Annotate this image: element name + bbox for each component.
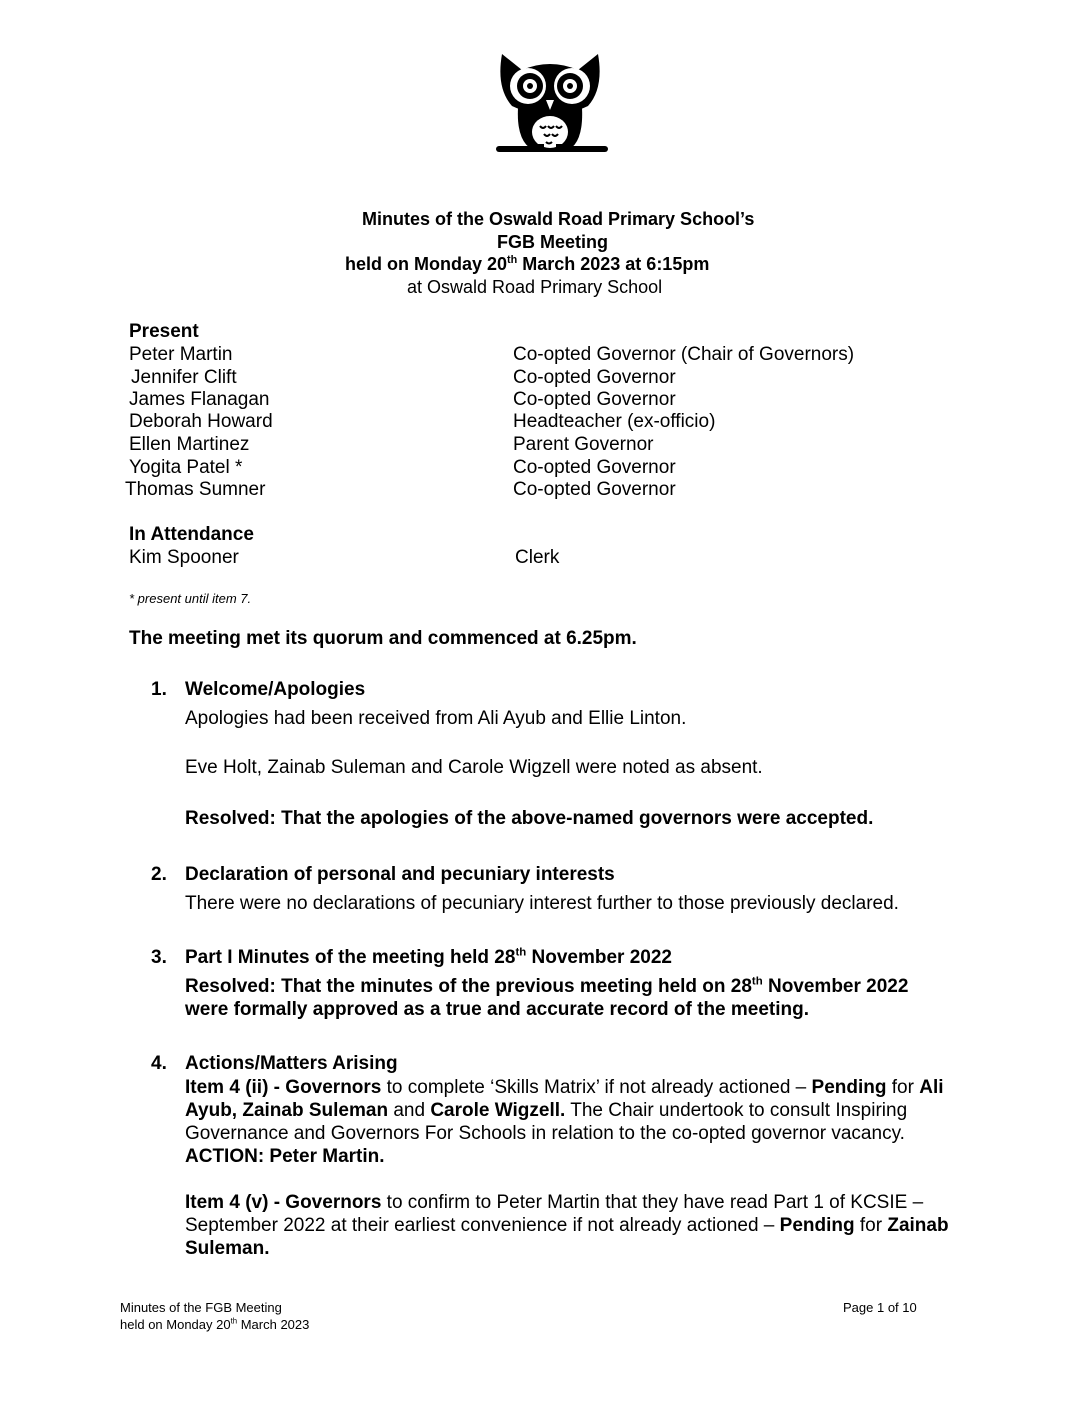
item-4-a-name-2: Carole Wigzell. (430, 1100, 566, 1121)
item-3-number: 3. (151, 947, 167, 968)
item-3-resolved-pre: Resolved: That the minutes of the previous meeting held on 28 (185, 976, 752, 997)
item-4-action-b (185, 1191, 985, 1260)
item-1-absent: Eve Holt, Zainab Suleman and Carole Wigzell were noted as absent. (185, 757, 763, 778)
item-3-resolved-line-2: were formally approved as a true and accurate record of the meeting. (185, 999, 810, 1020)
item-1-number: 1. (151, 679, 167, 700)
item-1-title: Welcome/Apologies (185, 679, 366, 700)
item-4-a-chair-text: The Chair undertook to consult Inspiring Governance and Governors For Schools in relation to the co-opted governor vacancy. (185, 1100, 908, 1144)
item-4-a-action: ACTION: Peter Martin. (185, 1146, 385, 1167)
footer-left-pre: held on Monday 20 (120, 1317, 231, 1332)
item-4-a-pending: Pending (811, 1077, 887, 1098)
item-3-title-post: November 2022 (526, 947, 672, 968)
attendance-role: Clerk (515, 547, 560, 568)
item-4-a-and: and (388, 1100, 431, 1121)
present-heading: Present (129, 321, 199, 342)
item-4-a-label: Item 4 (ii) - Governors (185, 1077, 382, 1098)
item-4-a-text: to complete ‘Skills Matrix’ if not already actioned – (381, 1077, 812, 1098)
item-2-number: 2. (151, 864, 167, 885)
footer-page-number: Page 1 of 10 (843, 1300, 917, 1315)
quorum-statement: The meeting met its quorum and commenced at 6.25pm. (129, 628, 637, 649)
item-4-action-a (185, 1076, 985, 1168)
item-3-resolved-line-1 (185, 976, 908, 998)
member-role: Headteacher (ex-officio) (513, 411, 716, 432)
item-2-text: There were no declarations of pecuniary interest further to those previously declared. (185, 893, 899, 914)
item-3-resolved-post: November 2022 (762, 976, 909, 997)
item-3-title (185, 947, 672, 969)
member-name: Deborah Howard (129, 411, 273, 432)
item-3-title-sup: th (515, 946, 527, 959)
item-4-b-for: for (854, 1215, 888, 1236)
attendance-name: Kim Spooner (129, 547, 239, 568)
title-line-3 (345, 254, 709, 275)
item-1-apologies: Apologies had been received from Ali Ayub and Ellie Linton. (185, 708, 687, 729)
item-4-a-name-1: Ali Ayub, Zainab Suleman (185, 1077, 944, 1121)
item-4-b-name: Zainab Suleman. (185, 1215, 949, 1259)
footer-left-line-2 (120, 1317, 309, 1332)
item-4-b-pending: Pending (779, 1215, 855, 1236)
item-3-title-pre: Part I Minutes of the meeting held 28 (185, 947, 516, 968)
member-role: Co-opted Governor (513, 389, 676, 410)
item-1-resolved: Resolved: That the apologies of the above-named governors were accepted. (185, 808, 874, 829)
title-line-4: at Oswald Road Primary School (407, 277, 663, 297)
attendance-heading: In Attendance (129, 524, 254, 545)
member-name: Thomas Sumner (125, 479, 266, 500)
member-name: Ellen Martinez (129, 434, 250, 455)
item-4-a-for: for (886, 1077, 920, 1098)
title-line-3-sup: th (507, 254, 518, 266)
member-name: Yogita Patel * (129, 457, 243, 478)
member-name: Jennifer Clift (131, 367, 237, 388)
member-role: Co-opted Governor (513, 479, 676, 500)
footnote: * present until item 7. (129, 591, 252, 606)
member-name: James Flanagan (129, 389, 270, 410)
member-name: Peter Martin (129, 344, 233, 365)
item-4-title: Actions/Matters Arising (185, 1053, 398, 1074)
title-line-1: Minutes of the Oswald Road Primary School’s (362, 209, 755, 229)
member-role: Co-opted Governor (Chair of Governors) (513, 344, 855, 365)
footer-left-post: March 2023 (237, 1317, 310, 1332)
footer-left-sup: th (230, 1316, 238, 1326)
title-line-3-pre: held on Monday 20 (345, 254, 508, 274)
owl-logo (488, 48, 614, 168)
item-4-b-text: to confirm to Peter Martin that they have read Part 1 of KCSIE – September 2022 at their earliest convenience if not already actioned – (185, 1192, 924, 1236)
item-4-b-label: Item 4 (v) - Governors (185, 1192, 382, 1213)
title-line-3-post: March 2023 at 6:15pm (517, 254, 710, 274)
footer-left-line-1: Minutes of the FGB Meeting (120, 1300, 282, 1315)
member-role: Co-opted Governor (513, 457, 676, 478)
member-role: Parent Governor (513, 434, 654, 455)
item-2-title: Declaration of personal and pecuniary interests (185, 864, 615, 885)
member-role: Co-opted Governor (513, 367, 676, 388)
item-3-resolved-sup: th (751, 975, 763, 988)
item-4-number: 4. (151, 1053, 167, 1074)
title-line-2: FGB Meeting (497, 232, 608, 252)
